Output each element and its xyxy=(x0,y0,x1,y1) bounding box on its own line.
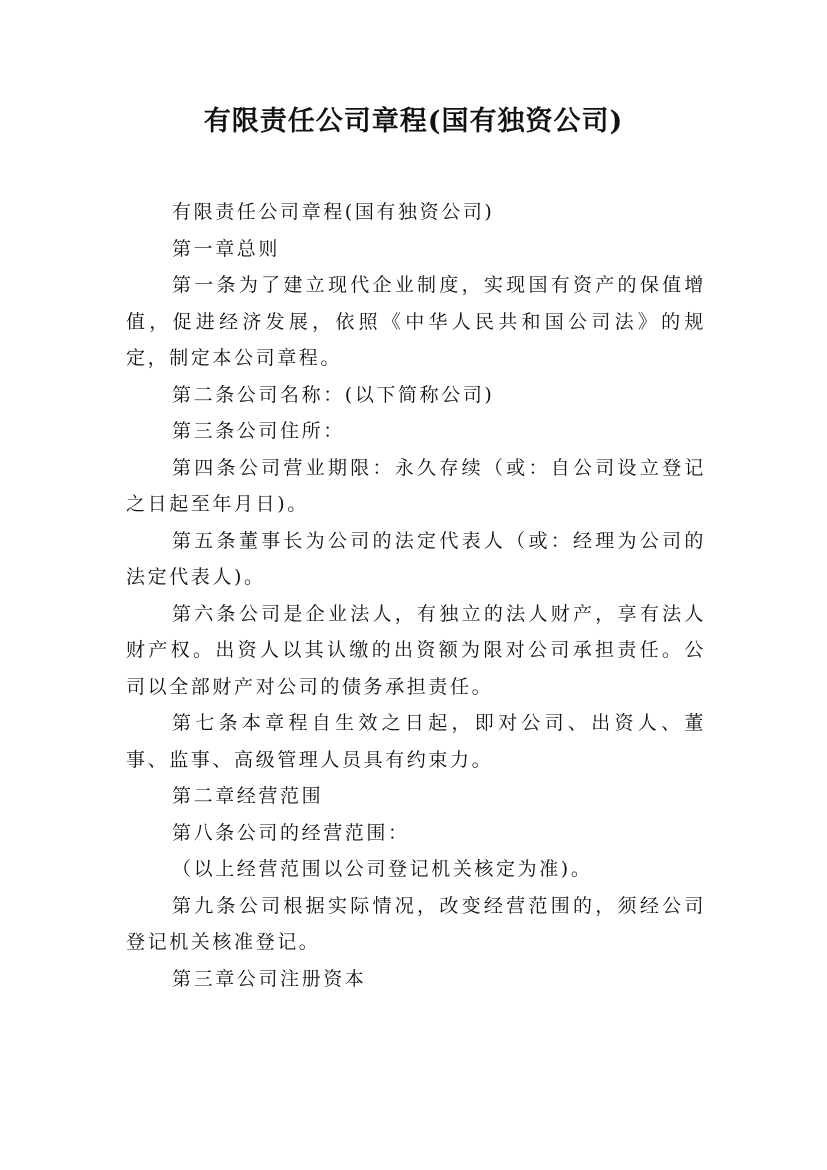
paragraph-article-6: 第六条公司是企业法人，有独立的法人财产，享有法人财产权。出资人以其认缴的出资额为限对公司承担责任。公司以全部财产对公司的债务承担责任。 xyxy=(126,602,706,698)
paragraph-article-8: 第八条公司的经营范围： xyxy=(172,821,410,844)
paragraph-chapter-3: 第三章公司注册资本 xyxy=(172,967,367,990)
paragraph-article-3: 第三条公司住所： xyxy=(172,420,345,442)
paragraph-article-1: 第一条为了建立现代企业制度，实现国有资产的保值增值，促进经济发展，依照《中华人民共和国公司法》的规定，制定本公司章程。 xyxy=(126,274,706,369)
document-title: 有限责任公司章程(国有独资公司) xyxy=(203,106,624,137)
paragraph-article-9: 第九条公司根据实际情况，改变经营范围的，须经公司登记机关核准登记。 xyxy=(126,894,706,953)
paragraph-chapter-1: 第一章总则 xyxy=(172,237,281,260)
document-body xyxy=(126,194,706,997)
paragraph-article-5: 第五条董事长为公司的法定代表人（或：经理为公司的法定代表人)。 xyxy=(126,529,706,588)
paragraph-article-7: 第七条本章程自生效之日起，即对公司、出资人、董事、监事、高级管理人员具有约束力。 xyxy=(126,712,706,771)
paragraph-article-2: 第二条公司名称：(以下简称公司) xyxy=(172,383,495,406)
paragraph-article-4: 第四条公司营业期限：永久存续（或：自公司设立登记之日起至年月日)。 xyxy=(126,456,706,515)
paragraph-chapter-2: 第二章经营范围 xyxy=(172,785,324,807)
paragraph-scope-note: （以上经营范围以公司登记机关核定为准)。 xyxy=(172,858,593,880)
paragraph-subtitle: 有限责任公司章程(国有独资公司) xyxy=(172,201,495,223)
